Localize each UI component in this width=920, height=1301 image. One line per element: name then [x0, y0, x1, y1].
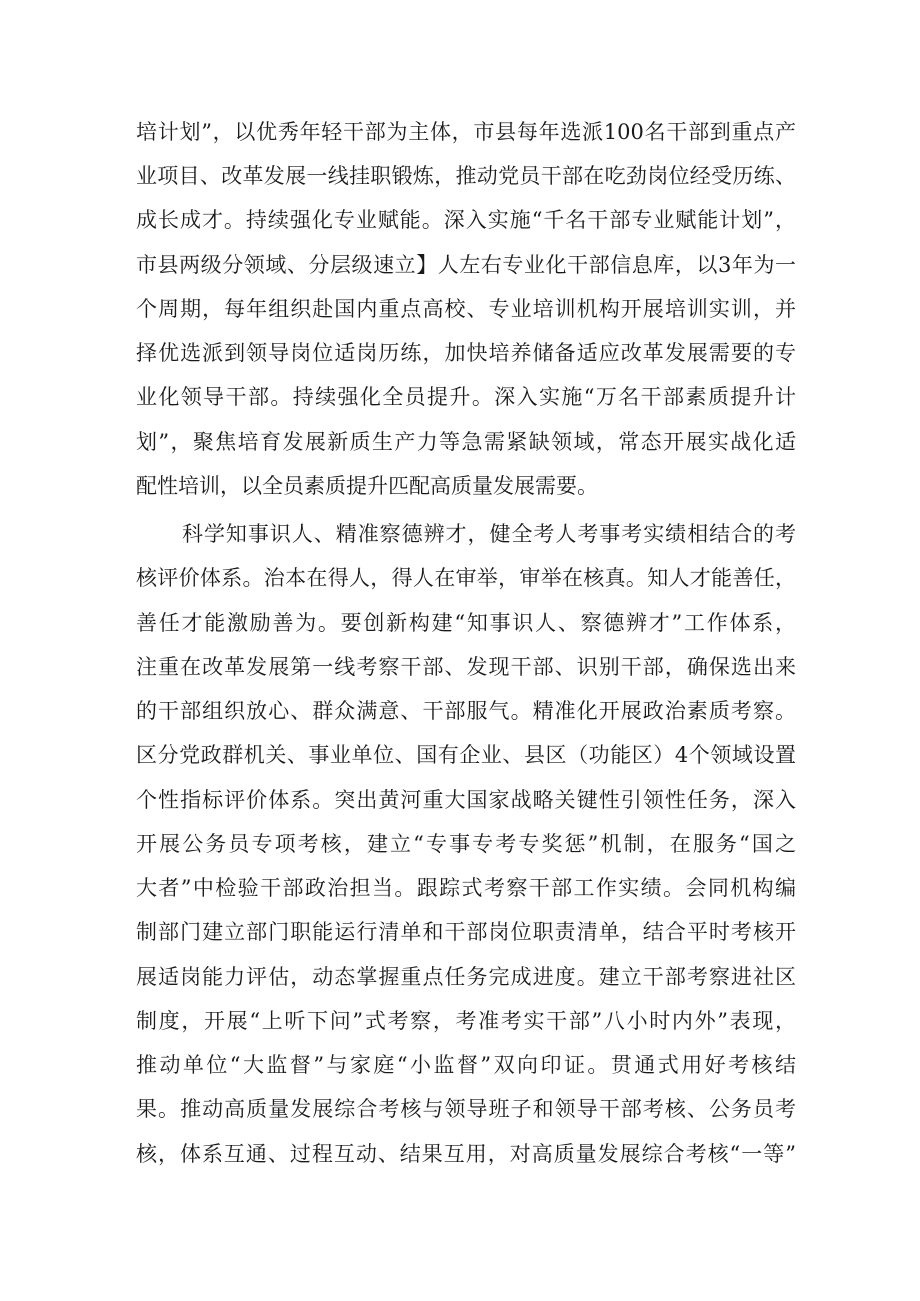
paragraph-2-line-14: 果。推动高质量发展综合考核与领导班子和领导干部考核、公务员考 — [136, 1097, 796, 1121]
paragraph-1-line-4: 市县两级分领域、分层级速立】人左右专业化干部信息库，以3年为一 — [136, 253, 796, 277]
paragraph-1-line-3: 成长成才。持续强化专业赋能。深入实施“千名干部专业赋能计划”， — [136, 208, 796, 232]
paragraph-1-line-5: 个周期，每年组织赴国内重点高校、专业培训机构开展培训实训，并 — [136, 297, 796, 321]
paragraph-2-line-6: 区分党政群机关、事业单位、国有企业、县区（功能区）4个领域设置 — [136, 743, 796, 767]
paragraph-1-line-7: 业化领导干部。持续强化全员提升。深入实施“万名干部素质提升计 — [136, 385, 796, 409]
paragraph-1-line-8: 划”，聚焦培育发展新质生产力等急需紧缺领域，常态开展实战化适 — [136, 430, 796, 454]
paragraph-2-line-10: 制部门建立部门职能运行清单和干部岗位职责清单，结合平时考核开 — [136, 920, 796, 944]
paragraph-2-line-11: 展适岗能力评估，动态掌握重点任务完成进度。建立干部考察进社区 — [136, 965, 796, 989]
paragraph-1-line-2: 业项目、改革发展一线挂职锻炼，推动党员干部在吃劲岗位经受历练、 — [136, 164, 796, 188]
paragraph-2-line-7: 个性指标评价体系。突出黄河重大国家战略关键性引领性任务，深入 — [136, 788, 796, 812]
paragraph-1-line-6: 择优选派到领导岗位适岗历练，加快培养储备适应改革发展需要的专 — [136, 341, 796, 365]
paragraph-2-line-2: 核评价体系。治本在得人，得人在审举，审举在核真。知人才能善任， — [136, 566, 796, 590]
paragraph-2-line-12: 制度，开展“上听下问”式考察，考准考实干部”八小时内外”表现， — [136, 1009, 796, 1033]
paragraph-2-line-15: 核，体系互通、过程互动、结果互用，对高质量发展综合考核“一等” — [136, 1142, 796, 1166]
paragraph-1-line-1: 培计划”，以优秀年轻干部为主体，市县每年选派100名干部到重点产 — [136, 120, 796, 144]
paragraph-2-line-1: 科学知事识人、精准察德辨才，健全考人考事考实绩相结合的考 — [182, 522, 796, 546]
paragraph-2-line-13: 推动单位“大监督”与家庭“小监督”双向印证。贯通式用好考核结 — [136, 1053, 796, 1077]
paragraph-2-line-3: 善任才能激励善为。要创新构建“知事识人、察德辨才”工作体系， — [136, 611, 796, 635]
paragraph-1-line-9: 配性培训，以全员素质提升匹配高质量发展需要。 — [136, 474, 598, 498]
paragraph-2-line-8: 开展公务员专项考核，建立“专事专考专奖惩”机制，在服务“国之 — [136, 832, 796, 856]
paragraph-2-line-9: 大者”中检验干部政治担当。跟踪式考察干部工作实绩。会同机构编 — [136, 876, 796, 900]
paragraph-2-line-5: 的干部组织放心、群众满意、干部服气。精准化开展政治素质考察。 — [136, 699, 796, 723]
paragraph-2-line-4: 注重在改革发展第一线考察干部、发现干部、识别干部，确保选出来 — [136, 655, 796, 679]
